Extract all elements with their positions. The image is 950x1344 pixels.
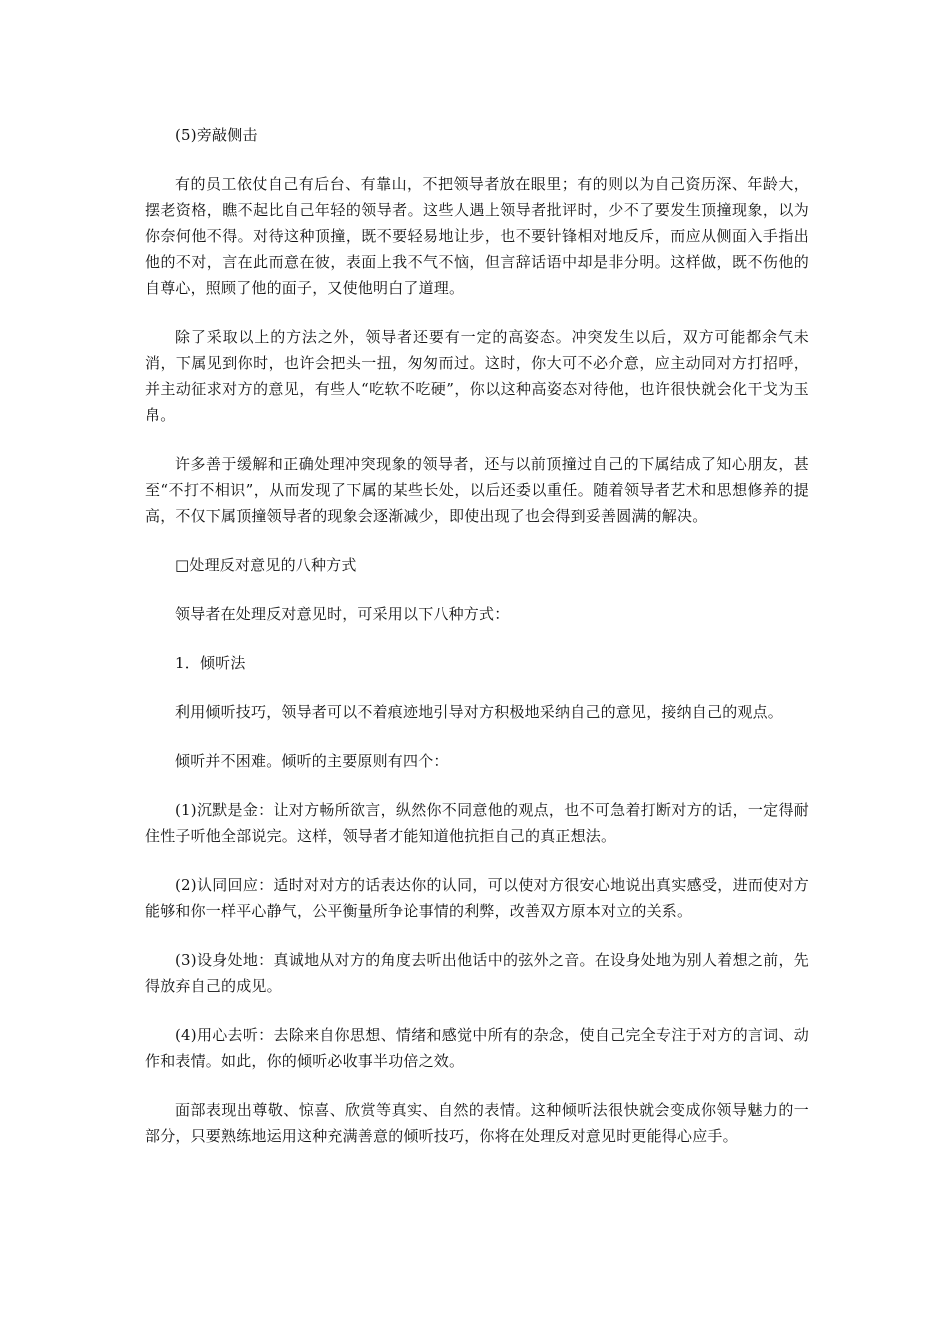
paragraph: 有的员工依仗自己有后台、有靠山，不把领导者放在眼里；有的则以为自己资历深、年龄大，摆老资格，瞧不起比自己年轻的领导者。这些人遇上领导者批评时，少不了要发生顶撞现象，以为你奈何他不得。对待这种顶撞，既不要轻易地让步，也不要针锋相对地反斥，而应从侧面入手指出他的不对，言在此而意在彼，表面上我不气不恼，但言辞话语中却是非分明。这样做，既不伤他的自尊心，照顾了他的面子，又使他明白了道理。 bbox=[145, 175, 809, 297]
paragraph: 倾听并不困难。倾听的主要原则有四个： bbox=[175, 752, 449, 770]
paragraph: 许多善于缓解和正确处理冲突现象的领导者，还与以前顶撞过自己的下属结成了知心朋友，甚至“不打不相识”，从而发现了下属的某些长处，以后还委以重任。随着领导者艺术和思想修养的提高，不仅下属顶撞领导者的现象会逐渐减少，即使出现了也会得到妥善圆满的解决。 bbox=[145, 455, 809, 525]
list-item-principle: (4)用心去听：去除来自你思想、情绪和感觉中所有的杂念，使自己完全专注于对方的言词、动作和表情。如此，你的倾听必收事半功倍之效。 bbox=[145, 1026, 809, 1070]
paragraph: 除了采取以上的方法之外，领导者还要有一定的高姿态。冲突发生以后，双方可能都余气未消，下属见到你时，也许会把头一扭，匆匆而过。这时，你大可不必介意，应主动同对方打招呼，并主动征求对方的意见，有些人“吃软不吃硬”，你以这种高姿态对待他，也许很快就会化干戈为玉帛。 bbox=[145, 328, 809, 424]
list-item-principle: (2)认同回应：适时对对方的话表达你的认同，可以使对方很安心地说出真实感受，进而使对方能够和你一样平心静气，公平衡量所争论事情的利弊，改善双方原本对立的关系。 bbox=[145, 876, 809, 920]
list-item-principle: (1)沉默是金：让对方畅所欲言，纵然你不同意他的观点，也不可急着打断对方的话，一定得耐住性子听他全部说完。这样，领导者才能知道他抗拒自己的真正想法。 bbox=[145, 801, 809, 845]
paragraph: 利用倾听技巧，领导者可以不着痕迹地引导对方积极地采纳自己的意见，接纳自己的观点。 bbox=[175, 703, 784, 721]
list-item-principle: (3)设身处地：真诚地从对方的角度去听出他话中的弦外之音。在设身处地为别人着想之前，先得放弃自己的成见。 bbox=[145, 951, 809, 995]
section-heading-side-approach: (5)旁敲侧击 bbox=[175, 126, 258, 144]
paragraph: 面部表现出尊敬、惊喜、欣赏等真实、自然的表情。这种倾听法很快就会变成你领导魅力的一部分，只要熟练地运用这种充满善意的倾听技巧，你将在处理反对意见时更能得心应手。 bbox=[145, 1101, 809, 1145]
section-heading-eight-methods: □处理反对意见的八种方式 bbox=[175, 556, 357, 574]
document-body bbox=[145, 122, 809, 1172]
paragraph: 领导者在处理反对意见时，可采用以下八种方式： bbox=[175, 605, 510, 623]
subsection-heading-listening: 1．倾听法 bbox=[175, 654, 246, 672]
